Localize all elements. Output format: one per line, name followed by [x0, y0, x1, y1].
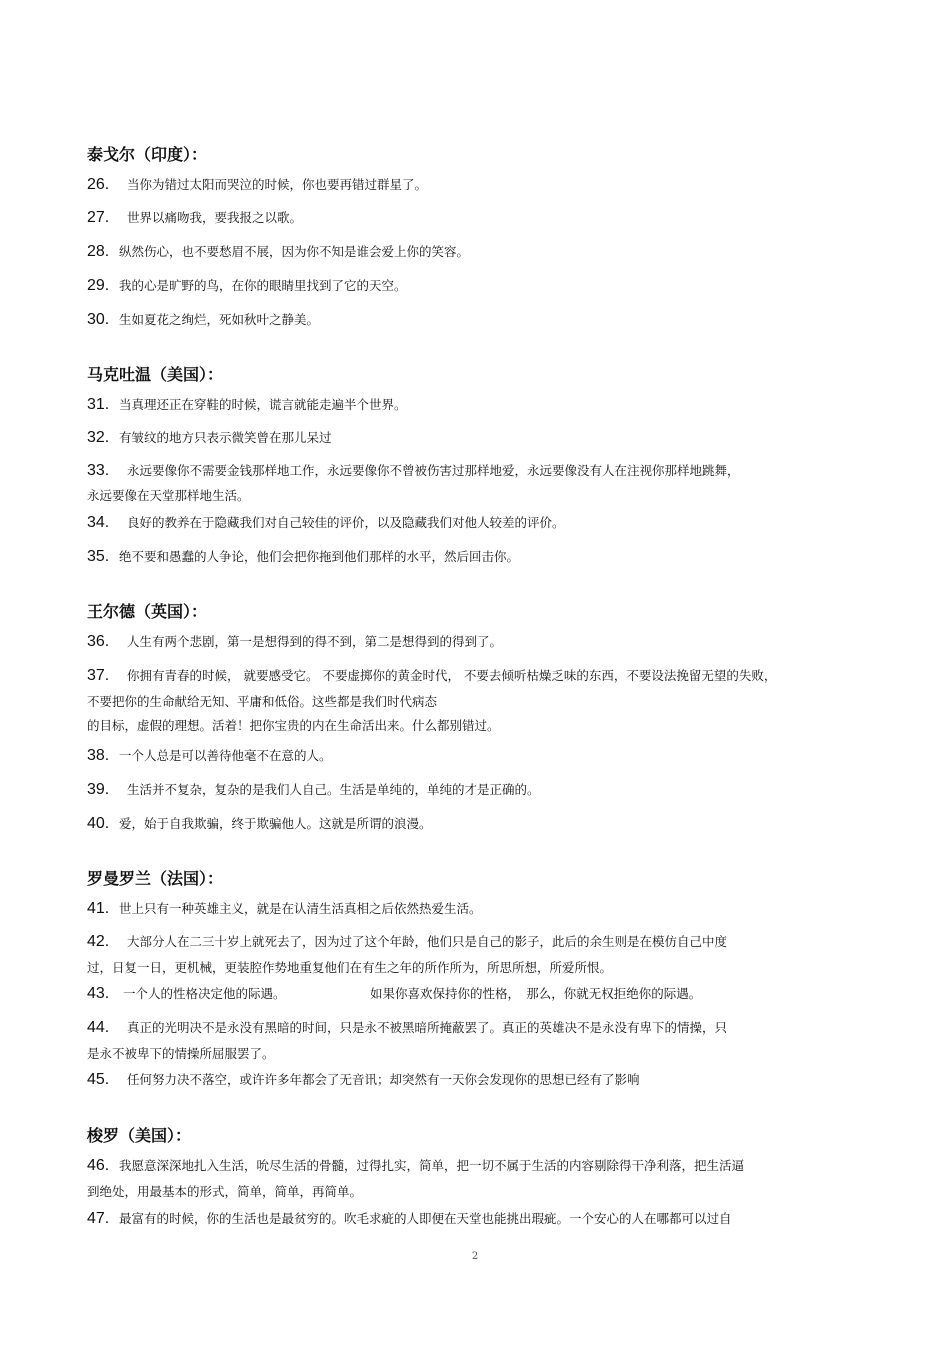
quote-continuation: 永远要像在天堂那样地生活。 [87, 488, 250, 503]
quote-item [87, 462, 740, 480]
quote-text: 世上只有一种英雄主义，就是在认清生活真相之后依然热爱生活。 [119, 901, 482, 916]
quote-continuation: 不要把你的生命献给无知、平庸和低俗。这些都是我们时代病态 [87, 694, 438, 709]
quote-continuation: 是永不被卑下的情操所屈服罢了。 [87, 1046, 275, 1061]
quote-number: 47. [87, 1210, 110, 1227]
quote-item [87, 1071, 640, 1089]
quote-continuation: 到绝处，用最基本的形式，简单，简单，再简单。 [87, 1184, 363, 1199]
quote-item [87, 667, 776, 685]
quote-text: 最富有的时候，你的生活也是最贫穷的。吹毛求疵的人即便在天堂也能挑出瑕疵。一个安心的人在哪都可以过自 [119, 1211, 732, 1226]
quote-item [87, 781, 540, 799]
quote-text: 生如夏花之绚烂，死如秋叶之静美。 [119, 312, 320, 327]
quote-item [87, 176, 427, 194]
quote-number: 37. [87, 667, 110, 684]
quote-item [87, 311, 319, 329]
quote-number: 34. [87, 514, 110, 531]
section-heading: 梭罗（美国）： [87, 1126, 192, 1145]
page-number: 2 [471, 1251, 479, 1262]
quote-number: 32. [87, 429, 110, 446]
quote-number: 31. [87, 396, 110, 413]
section-heading: 马克吐温（美国）： [87, 365, 224, 384]
quote-text: 真正的光明决不是永没有黑暗的时间，只是永不被黑暗所掩蔽罢了。真正的英雄决不是永没有卑下的情操，只 [127, 1020, 728, 1035]
quote-item [87, 1019, 727, 1037]
quote-text: 我的心是旷野的鸟，在你的眼睛里找到了它的天空。 [119, 278, 407, 293]
quote-item [87, 429, 332, 447]
quote-item [87, 277, 407, 295]
quote-text: 绝不要和愚蠢的人争论，他们会把你拖到他们那样的水平，然后回击你。 [119, 549, 520, 564]
quote-number: 39. [87, 781, 110, 798]
quote-text: 当你为错过太阳而哭泣的时候，你也要再错过群星了。 [127, 177, 428, 192]
quote-number: 44. [87, 1019, 110, 1036]
quote-number: 35. [87, 548, 110, 565]
quote-item [87, 1157, 744, 1175]
quote-number: 41. [87, 900, 110, 917]
quote-text: 你拥有青春的时候， 就要感受它。 不要虚掷你的黄金时代， 不要去倾听枯燥乏味的东西，不要设法挽留无望的失败， [127, 668, 777, 683]
section-heading: 王尔德（英国）： [87, 602, 208, 621]
quote-number: 30. [87, 311, 110, 328]
quote-item [87, 633, 502, 651]
quote-number: 40. [87, 815, 110, 832]
quote-text-second-part: 如果你喜欢保持你的性格， 那么，你就无权拒绝你的际遇。 [370, 986, 702, 1001]
quote-text: 永远要像你不需要金钱那样地工作，永远要像你不曾被伤害过那样地爱，永远要像没有人在注视你那样地跳舞， [127, 463, 740, 478]
section-heading: 泰戈尔（印度）： [87, 145, 208, 164]
quote-item [87, 815, 432, 833]
quote-number: 43. [87, 985, 110, 1002]
quote-text: 一个人的性格决定他的际遇。 [123, 986, 286, 1001]
quote-text: 一个人总是可以善待他毫不在意的人。 [119, 748, 332, 763]
quote-text: 当真理还正在穿鞋的时候，谎言就能走遍半个世界。 [119, 397, 407, 412]
quote-number: 26. [87, 176, 110, 193]
quote-item [87, 209, 302, 227]
quote-continuation: 的目标，虚假的理想。活着！把你宝贵的内在生命活出来。什么都别错过。 [87, 718, 500, 733]
quote-number: 45. [87, 1071, 110, 1088]
quote-number: 38. [87, 747, 110, 764]
quote-number: 36. [87, 633, 110, 650]
quote-text: 爱，始于自我欺骗，终于欺骗他人。这就是所谓的浪漫。 [119, 816, 432, 831]
quote-text: 纵然伤心，也不要愁眉不展，因为你不知是谁会爱上你的笑容。 [119, 244, 470, 259]
quote-continuation: 过，日复一日，更机械，更装腔作势地重复他们在有生之年的所作所为，所思所想，所爱所恨。 [87, 960, 613, 975]
quote-number: 42. [87, 933, 110, 950]
quote-text: 世界以痛吻我，要我报之以歌。 [127, 210, 303, 225]
quote-item [87, 243, 469, 261]
quote-text: 大部分人在二三十岁上就死去了，因为过了这个年龄，他们只是自己的影子，此后的余生则是在模仿自己中度 [127, 934, 728, 949]
quote-item [87, 1210, 732, 1228]
quote-item [87, 548, 519, 566]
quote-number: 28. [87, 243, 110, 260]
quote-text: 人生有两个悲剧，第一是想得到的得不到，第二是想得到的得到了。 [127, 634, 503, 649]
section-heading: 罗曼罗兰（法国）： [87, 869, 224, 888]
quote-item [87, 514, 565, 532]
quote-item [87, 747, 332, 765]
quote-item [87, 396, 407, 414]
quote-text: 任何努力决不落空，或许许多年都会了无音讯；却突然有一天你会发现你的思想已经有了影响 [127, 1072, 640, 1087]
quote-text: 有皱纹的地方只表示微笑曾在那儿呆过 [119, 430, 332, 445]
quote-number: 46. [87, 1157, 110, 1174]
quote-item [87, 933, 727, 951]
quote-number: 27. [87, 209, 110, 226]
quote-text: 生活并不复杂，复杂的是我们人自己。生活是单纯的，单纯的才是正确的。 [127, 782, 540, 797]
quote-text: 良好的教养在于隐藏我们对自己较佳的评价，以及隐藏我们对他人较差的评价。 [127, 515, 565, 530]
quote-item [87, 900, 482, 918]
quote-number: 33. [87, 462, 110, 479]
quote-number: 29. [87, 277, 110, 294]
quote-item [87, 985, 702, 1003]
quote-text: 我愿意深深地扎入生活，吮尽生活的骨髓，过得扎实，简单，把一切不属于生活的内容剔除得干净利落，把生活逼 [119, 1158, 745, 1173]
